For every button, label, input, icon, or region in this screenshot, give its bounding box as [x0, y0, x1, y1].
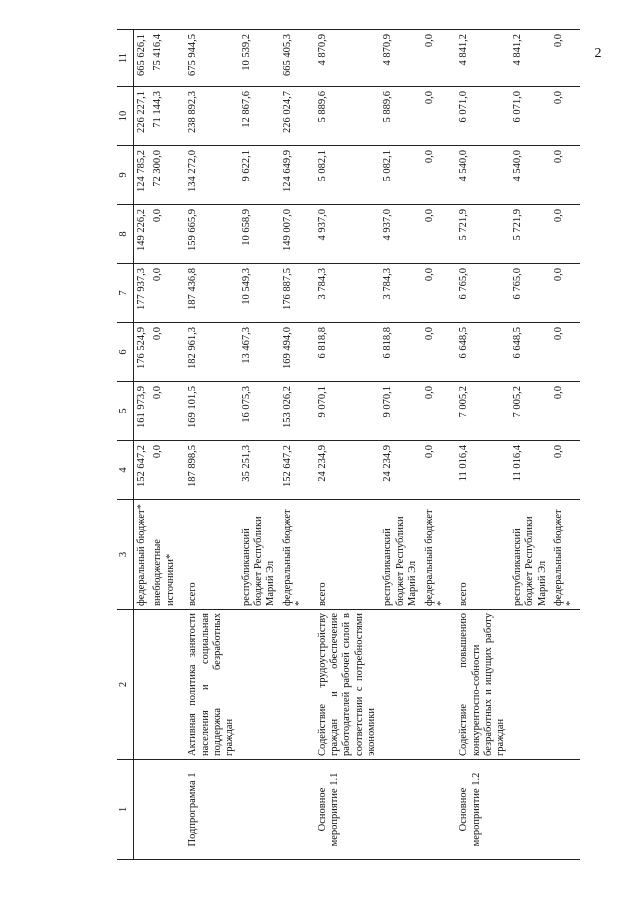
- table-row: [280, 30, 315, 860]
- measure-name-cell: [239, 610, 280, 760]
- value-cell: 5 721,9: [510, 205, 551, 264]
- funding-source-cell: федеральный бюджет*: [134, 500, 151, 610]
- value-cell: 124 785,2: [134, 146, 151, 205]
- value-cell: 3 784,3: [315, 264, 381, 323]
- value-cell: 10 539,2: [239, 30, 280, 87]
- value-cell: 0,0: [551, 382, 580, 441]
- column-number-9: 9: [117, 146, 134, 205]
- value-cell: 152 647,2: [134, 441, 151, 500]
- value-cell: 9 622,1: [239, 146, 280, 205]
- value-cell: 12 867,6: [239, 87, 280, 146]
- value-cell: 9 070,1: [380, 382, 421, 441]
- program-cell: [380, 760, 421, 860]
- value-cell: 169 101,5: [185, 382, 239, 441]
- column-number-2: 2: [117, 610, 134, 760]
- funding-source-cell: республиканский бюджет Республики Марий Эл: [510, 500, 551, 610]
- value-cell: 6 765,0: [510, 264, 551, 323]
- value-cell: 226 024,7: [280, 87, 315, 146]
- value-cell: 11 016,4: [456, 441, 510, 500]
- value-cell: 4 870,9: [315, 30, 381, 87]
- value-cell: 11 016,4: [510, 441, 551, 500]
- value-cell: 4 937,0: [380, 205, 421, 264]
- funding-source-cell: внебюджетные источники*: [150, 500, 185, 610]
- program-cell: [551, 760, 580, 860]
- value-cell: 0,0: [422, 146, 457, 205]
- column-number-11: 11: [117, 30, 134, 87]
- value-cell: 13 467,3: [239, 323, 280, 382]
- value-cell: 0,0: [422, 323, 457, 382]
- table-row: [185, 30, 239, 860]
- value-cell: 0,0: [422, 382, 457, 441]
- program-cell: [280, 760, 315, 860]
- value-cell: 0,0: [150, 441, 185, 500]
- value-cell: 665 405,3: [280, 30, 315, 87]
- program-cell: [150, 760, 185, 860]
- value-cell: 152 647,2: [280, 441, 315, 500]
- measure-name-cell: [150, 610, 185, 760]
- funding-source-cell: республиканский бюджет Республики Марий Эл: [239, 500, 280, 610]
- value-cell: 0,0: [551, 146, 580, 205]
- value-cell: 4 841,2: [510, 30, 551, 87]
- value-cell: 10 658,9: [239, 205, 280, 264]
- funding-source-cell: республиканский бюджет Республики Марий Эл: [380, 500, 421, 610]
- value-cell: 5 082,1: [315, 146, 381, 205]
- value-cell: 6 648,5: [510, 323, 551, 382]
- program-cell: Основное мероприятие 1.2: [456, 760, 510, 860]
- program-cell: [422, 760, 457, 860]
- funding-source-cell: федеральный бюджет *: [551, 500, 580, 610]
- value-cell: 176 524,9: [134, 323, 151, 382]
- value-cell: 675 944,5: [185, 30, 239, 87]
- value-cell: 0,0: [551, 323, 580, 382]
- table-row: [134, 30, 151, 860]
- value-cell: 0,0: [150, 205, 185, 264]
- value-cell: 6 818,8: [380, 323, 421, 382]
- column-number-header: [117, 30, 134, 860]
- value-cell: 161 973,9: [134, 382, 151, 441]
- value-cell: 5 082,1: [380, 146, 421, 205]
- value-cell: 0,0: [422, 264, 457, 323]
- funding-source-cell: всего: [185, 500, 239, 610]
- value-cell: 182 961,3: [185, 323, 239, 382]
- table-row: [239, 30, 280, 860]
- value-cell: 0,0: [422, 30, 457, 87]
- column-number-7: 7: [117, 264, 134, 323]
- value-cell: 6 071,0: [510, 87, 551, 146]
- table-row: [510, 30, 551, 860]
- value-cell: 0,0: [422, 205, 457, 264]
- measure-name-cell: Содействие трудоустройству граждан и обеспечение работодателей рабочей силой в соответствии с потребностями экономики: [315, 610, 381, 760]
- value-cell: 0,0: [551, 441, 580, 500]
- page-number: 2: [594, 46, 602, 61]
- value-cell: 159 665,9: [185, 205, 239, 264]
- column-number-4: 4: [117, 441, 134, 500]
- value-cell: 0,0: [551, 264, 580, 323]
- table-row: [551, 30, 580, 860]
- measure-name-cell: [134, 610, 151, 760]
- value-cell: 4 870,9: [380, 30, 421, 87]
- value-cell: 10 549,3: [239, 264, 280, 323]
- program-cell: [510, 760, 551, 860]
- column-number-3: 3: [117, 500, 134, 610]
- value-cell: 5 889,6: [380, 87, 421, 146]
- funding-source-cell: всего: [315, 500, 381, 610]
- measure-name-cell: [422, 610, 457, 760]
- measure-name-cell: [280, 610, 315, 760]
- value-cell: 177 937,3: [134, 264, 151, 323]
- value-cell: 0,0: [551, 30, 580, 87]
- value-cell: 149 226,2: [134, 205, 151, 264]
- program-cell: [239, 760, 280, 860]
- value-cell: 24 234,9: [380, 441, 421, 500]
- value-cell: 124 649,9: [280, 146, 315, 205]
- value-cell: 9 070,1: [315, 382, 381, 441]
- table-row: [456, 30, 510, 860]
- value-cell: 4 841,2: [456, 30, 510, 87]
- funding-source-cell: всего: [456, 500, 510, 610]
- funding-source-cell: федеральный бюджет *: [280, 500, 315, 610]
- value-cell: 6 765,0: [456, 264, 510, 323]
- value-cell: 7 005,2: [456, 382, 510, 441]
- value-cell: 7 005,2: [510, 382, 551, 441]
- table-row: [315, 30, 381, 860]
- value-cell: 238 892,3: [185, 87, 239, 146]
- value-cell: 0,0: [150, 323, 185, 382]
- value-cell: 134 272,0: [185, 146, 239, 205]
- value-cell: 16 075,3: [239, 382, 280, 441]
- table-row: [380, 30, 421, 860]
- value-cell: 6 648,5: [456, 323, 510, 382]
- column-number-10: 10: [117, 87, 134, 146]
- program-cell: Основное мероприятие 1.1: [315, 760, 381, 860]
- value-cell: 0,0: [150, 382, 185, 441]
- value-cell: 153 026,2: [280, 382, 315, 441]
- value-cell: 72 300,0: [150, 146, 185, 205]
- funding-source-cell: федеральный бюджет *: [422, 500, 457, 610]
- value-cell: 187 436,8: [185, 264, 239, 323]
- measure-name-cell: Содействие повышению конкурентоспо-собности безработных и ищущих работу граждан: [456, 610, 510, 760]
- value-cell: 187 898,5: [185, 441, 239, 500]
- column-number-1: 1: [117, 760, 134, 860]
- column-number-6: 6: [117, 323, 134, 382]
- column-number-5: 5: [117, 382, 134, 441]
- value-cell: 6 071,0: [456, 87, 510, 146]
- budget-table: [117, 29, 580, 860]
- value-cell: 3 784,3: [380, 264, 421, 323]
- column-number-8: 8: [117, 205, 134, 264]
- measure-name-cell: [510, 610, 551, 760]
- measure-name-cell: Активная политика занятости населения и социальная поддержка безработных граждан: [185, 610, 239, 760]
- measure-name-cell: [380, 610, 421, 760]
- table-row: [422, 30, 457, 860]
- value-cell: 4 540,0: [456, 146, 510, 205]
- value-cell: 665 626,1: [134, 30, 151, 87]
- value-cell: 0,0: [551, 87, 580, 146]
- value-cell: 4 540,0: [510, 146, 551, 205]
- program-cell: Подпрограмма 1: [185, 760, 239, 860]
- value-cell: 5 721,9: [456, 205, 510, 264]
- value-cell: 5 889,6: [315, 87, 381, 146]
- value-cell: 24 234,9: [315, 441, 381, 500]
- rotated-page-content: [117, 30, 577, 860]
- program-cell: [134, 760, 151, 860]
- value-cell: 176 887,5: [280, 264, 315, 323]
- value-cell: 0,0: [422, 87, 457, 146]
- value-cell: 149 007,0: [280, 205, 315, 264]
- value-cell: 169 494,0: [280, 323, 315, 382]
- value-cell: 35 251,3: [239, 441, 280, 500]
- value-cell: 226 227,1: [134, 87, 151, 146]
- value-cell: 0,0: [422, 441, 457, 500]
- value-cell: 0,0: [150, 264, 185, 323]
- value-cell: 0,0: [551, 205, 580, 264]
- value-cell: 71 144,3: [150, 87, 185, 146]
- table-row: [150, 30, 185, 860]
- value-cell: 6 818,8: [315, 323, 381, 382]
- table-body: [134, 30, 580, 860]
- value-cell: 4 937,0: [315, 205, 381, 264]
- measure-name-cell: [551, 610, 580, 760]
- value-cell: 75 416,4: [150, 30, 185, 87]
